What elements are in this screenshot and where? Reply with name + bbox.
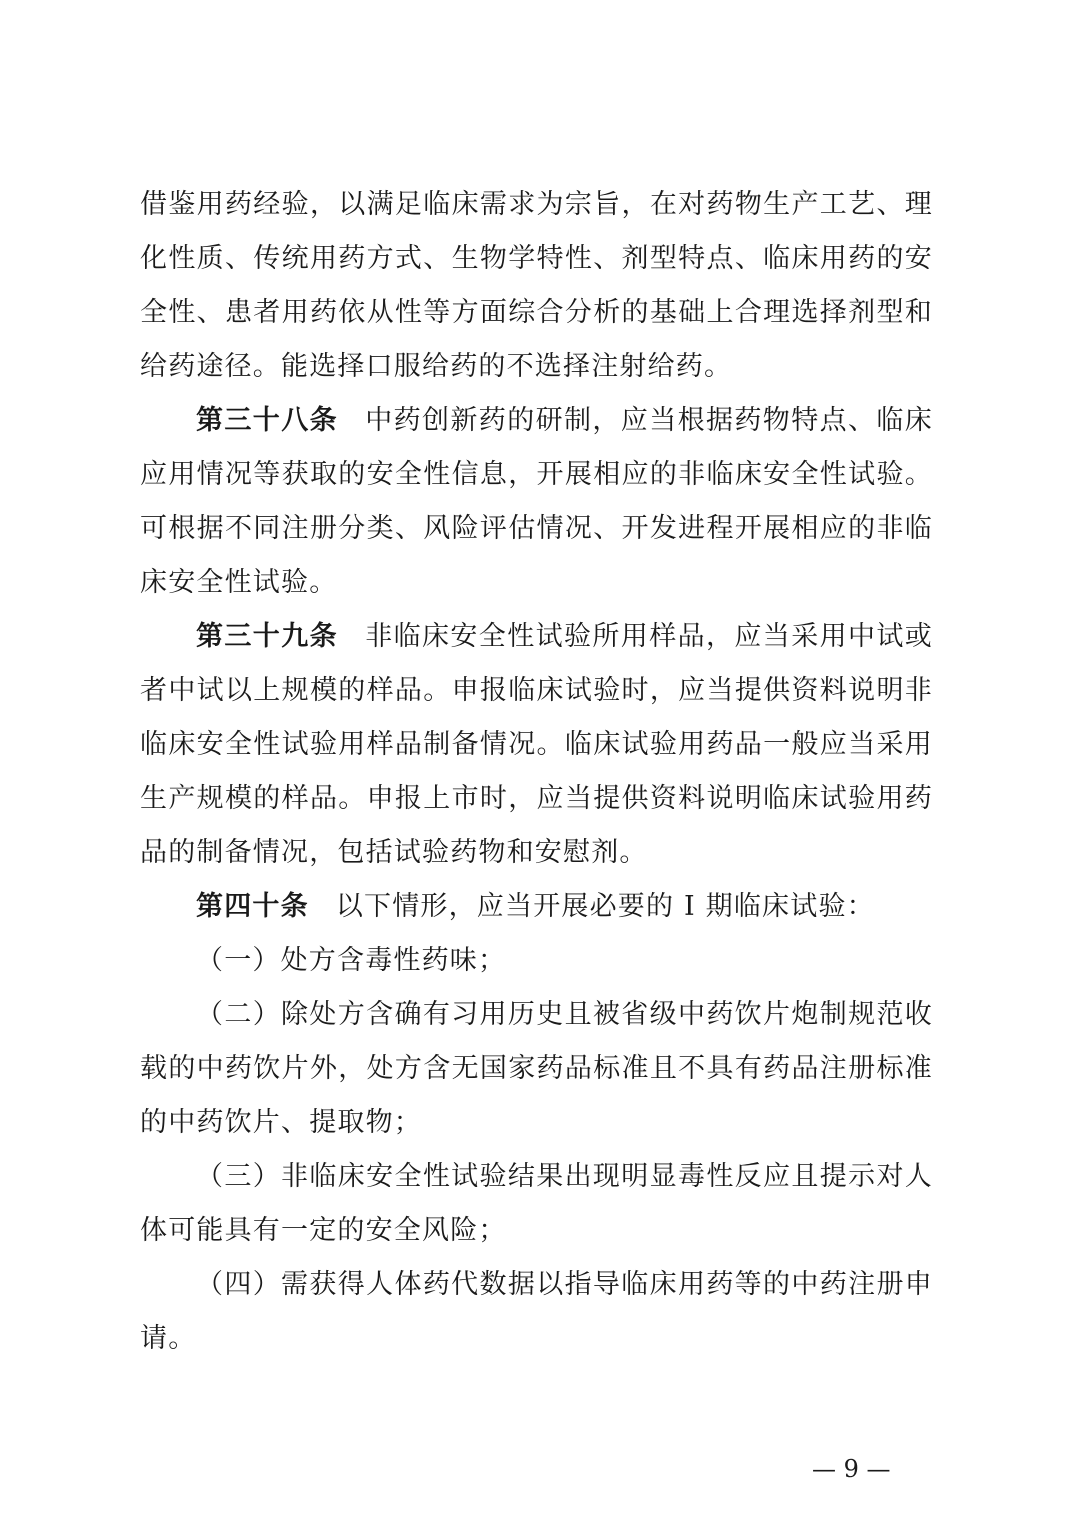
article-40	[140, 880, 933, 934]
paragraph-continuation	[140, 178, 933, 394]
list-item-text: （三）非临床安全性试验结果出现明显毒性反应且提示对人体可能具有一定的安全风险；	[140, 1161, 933, 1246]
article-38	[140, 394, 933, 610]
list-item-2	[140, 988, 933, 1150]
list-item-1	[140, 934, 933, 988]
article-text: 以下情形，应当开展必要的 I 期临床试验：	[335, 891, 875, 922]
list-item-4	[140, 1258, 933, 1366]
article-title: 第三十九条	[196, 621, 338, 652]
article-39	[140, 610, 933, 880]
list-item-3	[140, 1150, 933, 1258]
page-number: — 9 —	[812, 1455, 891, 1483]
list-item-text: （二）除处方含确有习用历史且被省级中药饮片炮制规范收载的中药饮片外，处方含无国家药品标准且不具有药品注册标准的中药饮片、提取物；	[140, 999, 933, 1138]
article-text: 非临床安全性试验所用样品，应当采用中试或者中试以上规模的样品。申报临床试验时，应当提供资料说明非临床安全性试验用样品制备情况。临床试验用药品一般应当采用生产规模的样品。申报上市时，应当提供资料说明临床试验用药品的制备情况，包括试验药物和安慰剂。	[140, 621, 933, 868]
list-item-text: （一）处方含毒性药味；	[196, 945, 507, 976]
document-body	[140, 178, 933, 1366]
article-title: 第四十条	[196, 891, 309, 922]
article-title: 第三十八条	[196, 405, 338, 436]
paragraph-text: 借鉴用药经验，以满足临床需求为宗旨，在对药物生产工艺、理化性质、传统用药方式、生物学特性、剂型特点、临床用药的安全性、患者用药依从性等方面综合分析的基础上合理选择剂型和给药途径。能选择口服给药的不选择注射给药。	[140, 189, 933, 382]
list-item-text: （四）需获得人体药代数据以指导临床用药等的中药注册申请。	[140, 1269, 933, 1354]
article-text: 中药创新药的研制，应当根据药物特点、临床应用情况等获取的安全性信息，开展相应的非临床安全性试验。可根据不同注册分类、风险评估情况、开发进程开展相应的非临床安全性试验。	[140, 405, 933, 598]
